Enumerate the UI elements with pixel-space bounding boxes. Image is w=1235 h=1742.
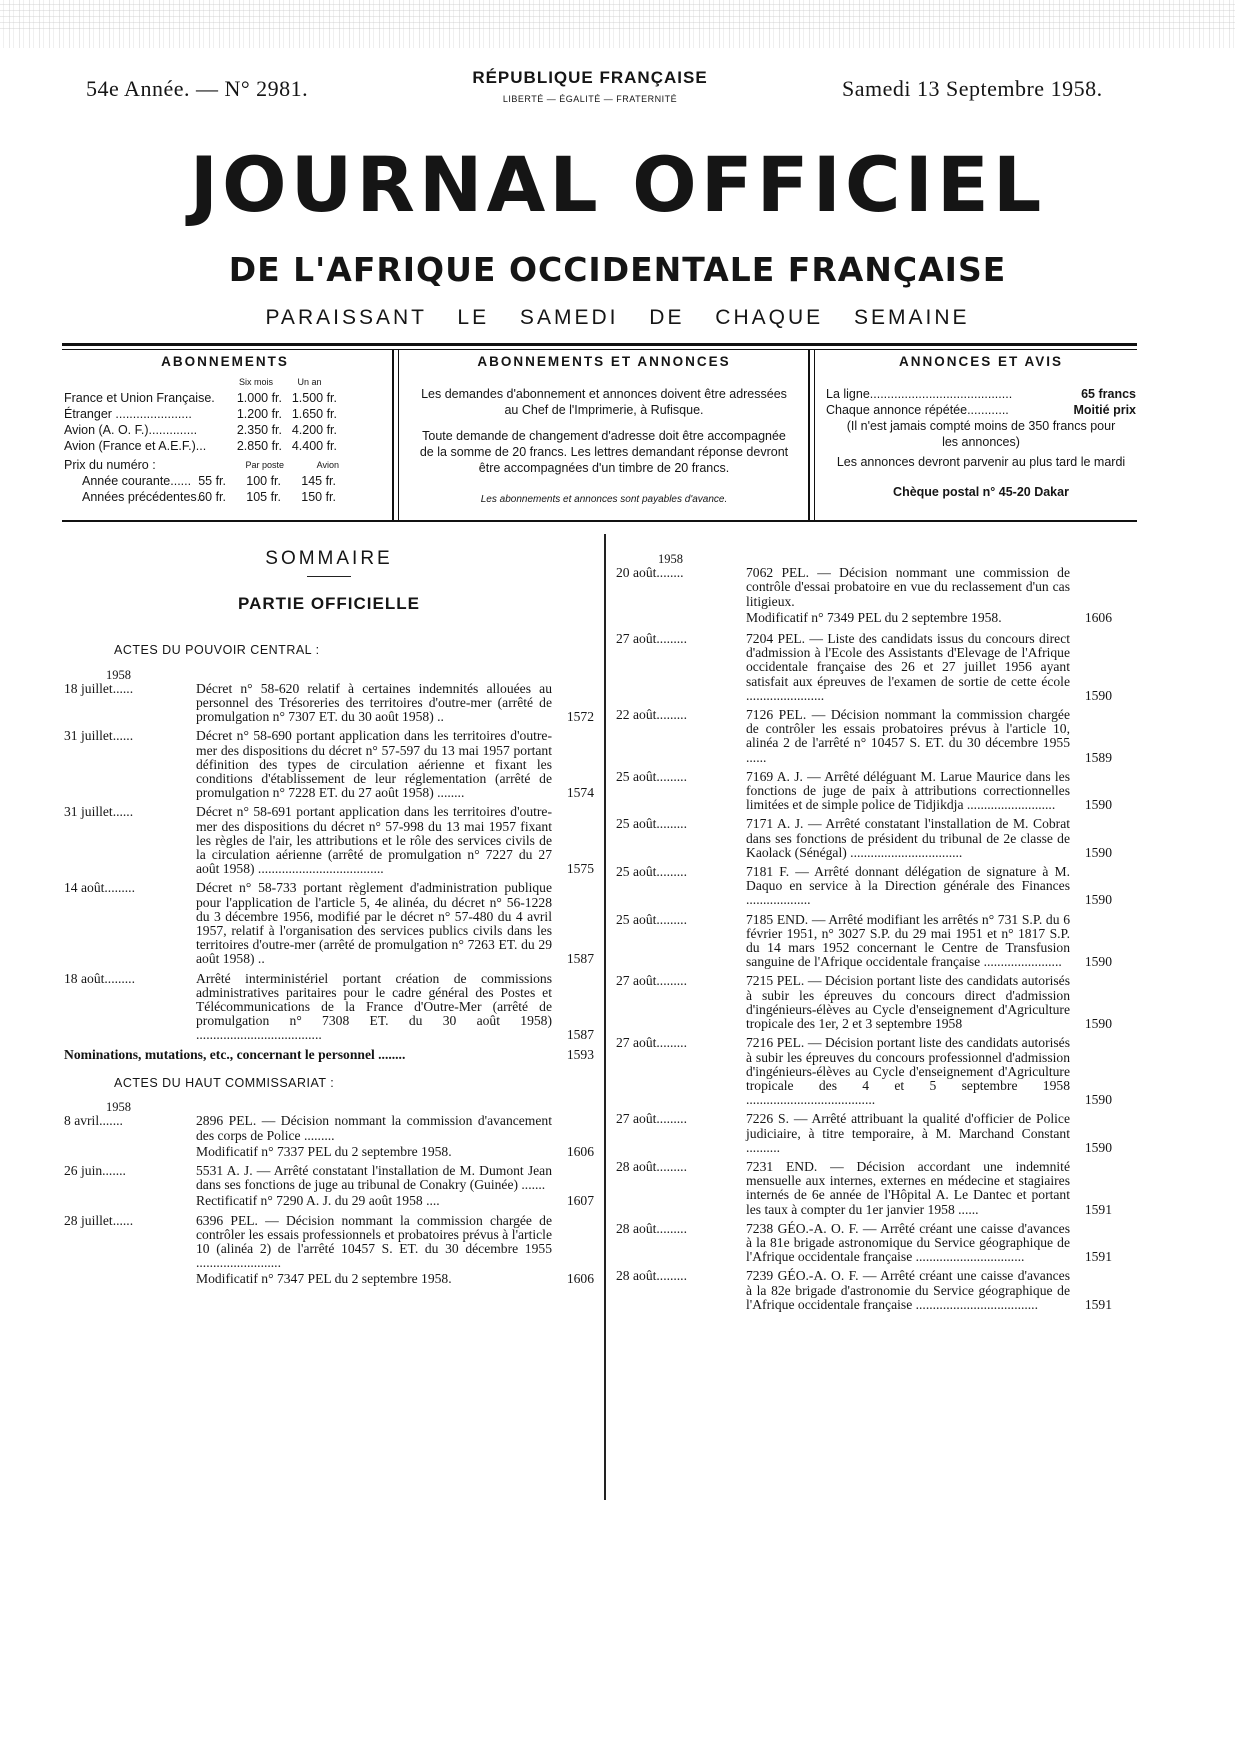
central-entries <box>64 682 594 1043</box>
address-notice: Les demandes d'abonnement et annonces doivent être adressées au Chef de l'Imprimerie, à Rufisque. <box>421 387 787 417</box>
box-top-rule <box>62 343 1137 346</box>
summary-entry: 25 août......... 7171 A. J. — Arrêté constatant l'installation de M. Cobrat dans ses fonctions de président du tribunal de 2e classe de Kaolack (Sénégal) ................................. 1590 <box>616 816 1112 860</box>
summary-entry: 26 juin....... 5531 A. J. — Arrêté constatant l'installation de M. Dumont Jean dans ses fonctions de juge au tribunal de Conakry (Guinée) ....... <box>64 1162 552 1193</box>
summary-entry: 31 juillet...... Décret n° 58-690 portant application dans les territoires d'outre-mer des dispositions du décret n° 57-597 du 13 mai 1957 portant définition des types de circulation aérienne et fixant les conditions d'établissement de leur réglementation (arrêté de promulgation n° 7228 ET. du 27 août 1958) ........ 1574 <box>64 728 594 801</box>
ad-line-price: La ligne......................................... 65 francs <box>826 387 1136 401</box>
box-bottom-rule <box>62 520 1137 522</box>
republic-label: RÉPUBLIQUE FRANÇAISE <box>472 68 708 87</box>
summary-entry: 27 août......... 7215 PEL. — Décision portant liste des candidats autorisés à subir les épreuves du concours direct d'admission d'ingénieurs-élèves au Cycle d'enseignement d'Agriculture tropicale des 1er, 2 et 3 septembre 1958 1590 <box>616 973 1112 1032</box>
minimum-note: (Il n'est jamais compté moins de 350 francs pour les annonces) <box>846 419 1116 449</box>
summary-entry: 27 août......... 7216 PEL. — Décision portant liste des candidats autorisés à subir les épreuves du concours professionnel d'admission d'ingénieurs-élèves au Cycle d'enseignement d'Agriculture tropicale des 4 et 5 septembre 1958 ...................................... 1590 <box>616 1035 1112 1108</box>
summary-entry: 22 août......... 7126 PEL. — Décision nommant la commission chargée de contrôler les essais probatoires prévus à l'article 10, alinéa 2 de l'arrêté n° 10457 S. ET. du 30 décembre 1955 ...... 1589 <box>616 707 1112 765</box>
summary-entry: 18 juillet...... Décret n° 58-620 relatif à certaines indemnités allouées au personnel des Trésoreries des territoires d'outre-mer (arrêté de promulgation n° 7307 ET. du 30 août 1958) .. 1572 <box>64 680 594 725</box>
publication-frequency: PARAISSANT LE SAMEDI DE CHAQUE SEMAINE <box>265 306 970 329</box>
high-commission-entries <box>64 1114 594 1286</box>
summary-entry: 14 août......... Décret n° 58-733 portant règlement d'administration publique pour l'application de l'article 5, 4e alinéa, du décret n° 56-1228 du 3 décembre 1956, modifié par le décret n° 57-480 du 4 avril 1957, relatif à l'organisation des services publics civils dans les territoires d'outre-mer (arrêté de promulgation n° 7263 ET. du 29 août 1958) .. 1587 <box>64 880 594 967</box>
year-label: 1958 <box>106 667 131 682</box>
republic-motto: LIBERTÉ — ÉGALITÉ — FRATERNITÉ <box>502 94 678 104</box>
summary-entry: 31 juillet...... Décret n° 58-691 portant application dans les territoires d'outre-mer des dispositions du décret n° 57-998 du 13 mai 1957 fixant les règles de l'air, les attributions et le rôle des services civils de la circulation aérienne (arrêté de promulgation n° 7227 du 27 août 1958) ..................................... 1575 <box>64 804 594 877</box>
subscriptions-box <box>64 354 386 505</box>
journal-subtitle: DE L'AFRIQUE OCCIDENTALE FRANÇAISE <box>228 250 1007 289</box>
summary-entry: 28 août......... 7238 GÉO.-A. O. F. — Arrêté créant une caisse d'avances à la 81e brigade astronomique du Service géographique de l'Afrique occidentale française ................................ 1591 <box>616 1220 1112 1265</box>
column-divider <box>604 534 606 1500</box>
summary-entry: 20 août........ 7062 PEL. — Décision nommant une commission de contrôle d'essai probatoire en vue du reclassement d'un cas litigieux. <box>616 565 1070 609</box>
subscriptions-ads-title: ABONNEMENTS ET ANNONCES <box>477 354 731 369</box>
by-post-header: Par poste <box>245 460 284 470</box>
box-divider-2b <box>814 349 815 520</box>
issue-number: 54e Année. — N° 2981. <box>86 76 309 101</box>
ads-box <box>826 354 1136 500</box>
high-commission-heading: ACTES DU HAUT COMMISSARIAT : <box>114 1075 335 1090</box>
summary-entry: 27 août......... 7226 S. — Arrêté attribuant la qualité d'officier de Police judiciaire, à titre temporaire, à M. Marchand Constant .......... 1590 <box>616 1111 1112 1155</box>
price-row: Années précédentes.. 60 fr. 105 fr. 150 fr. <box>82 490 336 504</box>
subscriptions-ads-box <box>408 354 800 508</box>
box-divider-2 <box>808 349 810 520</box>
six-months-header: Six mois <box>238 377 273 387</box>
payment-notice: Les abonnements et annonces sont payables d'avance. <box>480 494 728 505</box>
year-label: 1958 <box>658 552 683 566</box>
nominations-entry: Nominations, mutations, etc., concernant le personnel ........ 1593 <box>64 1046 594 1062</box>
one-year-header: Un an <box>297 377 322 387</box>
by-air-header: Avion <box>316 460 339 470</box>
sommaire-title: SOMMAIRE <box>265 548 393 569</box>
right-column <box>616 552 1112 1317</box>
year-label: 1958 <box>106 1100 131 1115</box>
partie-officielle-title: PARTIE OFFICIELLE <box>238 594 420 614</box>
ad-deadline: Les annonces devront parvenir au plus tard le mardi <box>836 455 1126 469</box>
ads-title: ANNONCES ET AVIS <box>898 354 1063 369</box>
summary-entry: 28 août......... 7239 GÉO.-A. O. F. — Arrêté créant une caisse d'avances à la 82e brigade d'astronomie du Service géographique de l'Afrique occidentale française .................................... 1591 <box>616 1268 1112 1312</box>
summary-entry: 27 août......... 7204 PEL. — Liste des candidats issus du concours direct d'admission à l'Ecole des Assistants d'Elevage de l'Afrique occidentale française des 26 et 27 juillet 1956 ayant satisfait aux épreuves de l'examen de sortie de cette école ....................... 1590 <box>616 631 1112 703</box>
scan-noise-lines <box>0 4 1235 34</box>
journal-title: JOURNAL OFFICIEL <box>189 140 1046 229</box>
summary-entry: 25 août......... 7185 END. — Arrêté modifiant les arrêtés n° 731 S.P. du 6 février 1951, n° 3027 S.P. du 29 mai 1951 et n° 1817 S.P. du 14 mars 1952 concernant le Centre de Transfusion sanguine de l'Afrique occidentale française ....................... 1590 <box>616 911 1112 970</box>
summary-entry: 25 août......... 7169 A. J. — Arrêté déléguant M. Larue Maurice dans les fonctions de juge de paix à attributions correctionnelles limitées et de simple police de Tidjikdja .......................... 1590 <box>616 768 1112 813</box>
summary-subentry: Modificatif n° 7347 PEL du 2 septembre 1958. 1606 <box>196 1271 594 1287</box>
ad-repeat-price: Chaque annonce répétée............ Moitié prix <box>826 403 1136 417</box>
summary-entry: 18 août......... Arrêté interministériel portant création de commissions administratives paritaires pour le cadre général des Postes et Télécommunications de la France d'Outre-Mer (arrêté de promulgation n° 7308 ET. du 30 août 1958) ..................................... 1587 <box>64 970 594 1043</box>
summary-entry: 25 août......... 7181 F. — Arrêté donnant délégation de signature à M. Daquo en service à la Direction générale des Finances ................... 1590 <box>616 864 1112 908</box>
summary-subentry: Modificatif n° 7337 PEL du 2 septembre 1958. 1606 <box>196 1143 594 1159</box>
box-top-rule-thin <box>62 349 1137 350</box>
address-change-notice: Toute demande de changement d'adresse doit être accompagnée de la somme de 20 francs. Les lettres demandant réponse devront être accompagnées d'un timbre de 20 francs. <box>419 429 789 475</box>
price-row: Année courante...... 55 fr. 100 fr. 145 fr. <box>82 474 336 488</box>
summary-subentry: Modificatif n° 7349 PEL du 2 septembre 1958. 1606 <box>746 609 1112 625</box>
subscription-row: Avion (France et A.E.F.)... 2.850 fr. 4.400 fr. <box>64 439 337 453</box>
summary-subentry: Rectificatif n° 7290 A. J. du 29 août 1958 .... 1607 <box>196 1193 594 1209</box>
summary-entry: 8 avril....... 2896 PEL. — Décision nommant la commission d'avancement des corps de Police ......... <box>64 1113 552 1143</box>
subscription-row: France et Union Française. 1.000 fr. 1.500 fr. <box>64 391 337 405</box>
summary-entry: 28 juillet...... 6396 PEL. — Décision nommant la commission chargée de contrôler les essais professionnels et probatoires prévus à l'article 10 (alinéa 2) de l'arrêté 10457 S. ET. du 30 décembre 1955 ......................... <box>64 1212 552 1271</box>
price-per-issue-label: Prix du numéro : <box>64 458 156 472</box>
left-column <box>64 548 594 1292</box>
subscriptions-title: ABONNEMENTS <box>161 354 289 369</box>
central-power-heading: ACTES DU POUVOIR CENTRAL : <box>114 643 320 658</box>
box-divider-1 <box>392 349 394 520</box>
subscription-row: Étranger ...................... 1.200 fr. 1.650 fr. <box>64 407 337 421</box>
postal-account: Chèque postal n° 45-20 Dakar <box>893 485 1069 499</box>
box-divider-1b <box>398 349 399 520</box>
issue-date: Samedi 13 Septembre 1958. <box>842 76 1103 101</box>
subscription-row: Avion (A. O. F.).............. 2.350 fr. 4.200 fr. <box>64 423 337 437</box>
title-underline <box>307 576 351 577</box>
summary-entry: 28 août......... 7231 END. — Décision accordant une indemnité mensuelle aux internes, externes en médecine et stagiaires internés de 6e année de l'Hôpital A. Le Dantec et portant les taux à compter du 1er janvier 1958 ...... 1591 <box>616 1158 1112 1217</box>
